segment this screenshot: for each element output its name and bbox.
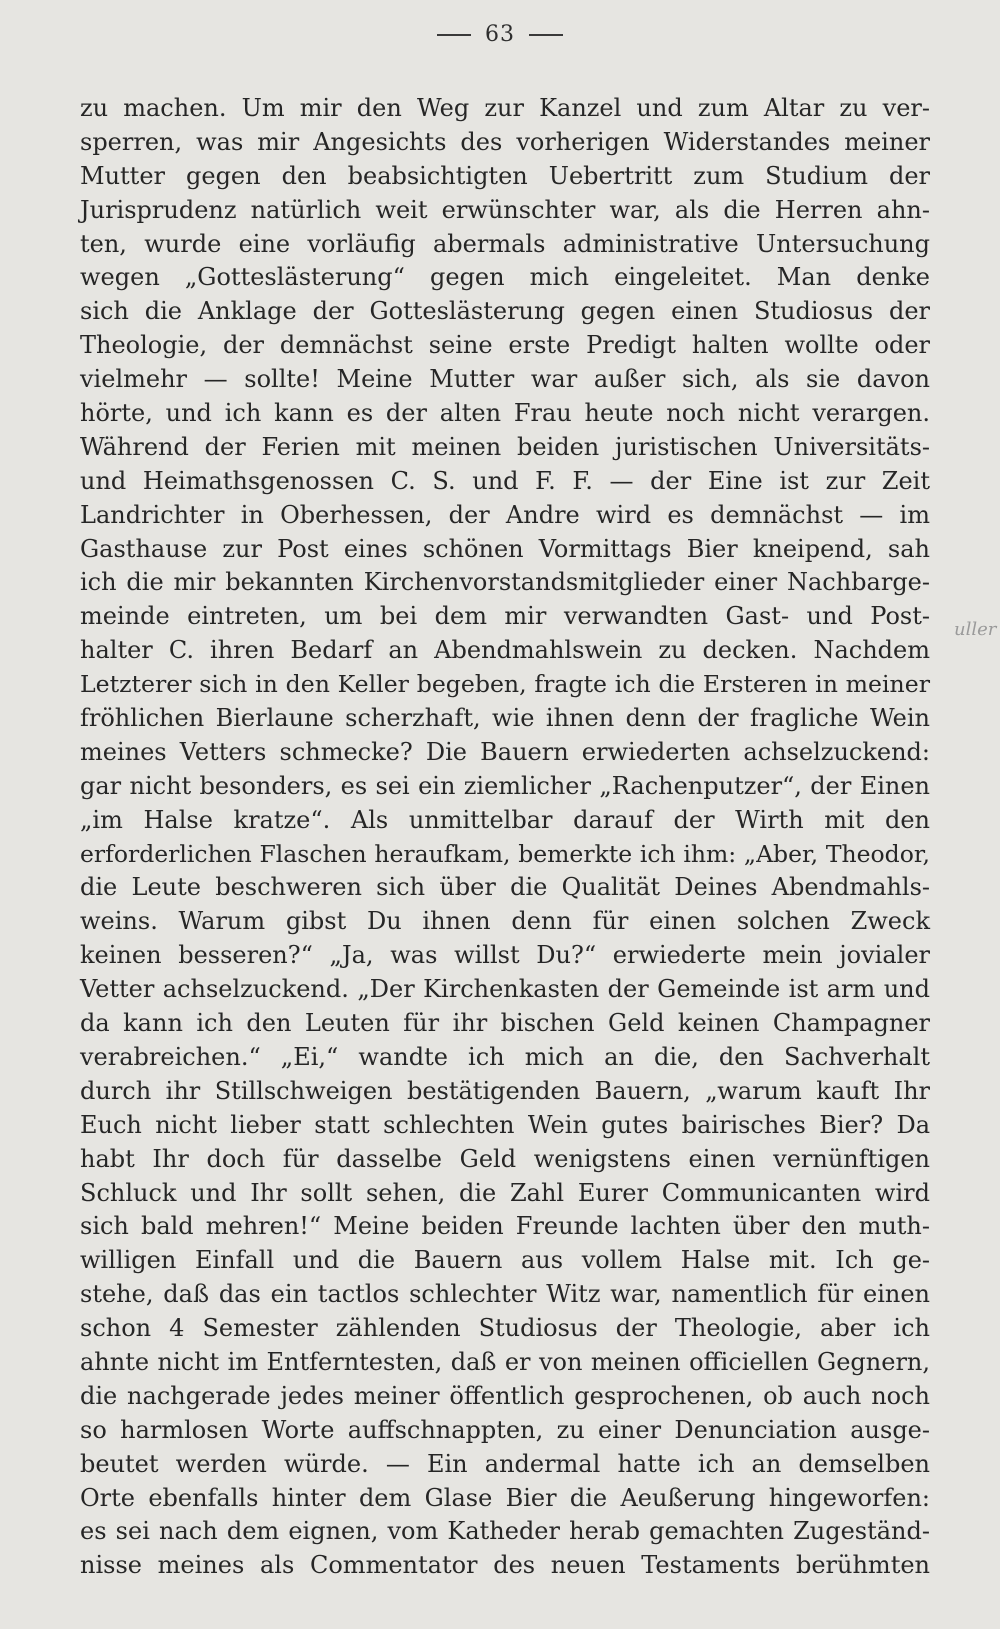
text-line: zu machen. Um mir den Weg zur Kanzel und zum Altar zu ver- xyxy=(80,94,930,122)
text-line: gar nicht besonders, es sei ein ziemlicher „Rachenputzer“, der Einen xyxy=(80,771,930,800)
text-line: willigen Einfall und die Bauern aus vollem Halse mit. Ich ge- xyxy=(80,1246,930,1275)
text-line: Letzterer sich in den Keller begeben, fragte ich die Ersteren in meiner xyxy=(80,670,930,699)
text-line: sperren, was mir Angesichts des vorherigen Widerstandes meiner xyxy=(80,127,930,156)
text-line: sich die Anklage der Gotteslästerung gegen einen Studiosus der xyxy=(80,297,930,326)
text-line: Schluck und Ihr sollt sehen, die Zahl Eurer Communicanten wird xyxy=(80,1178,930,1207)
text-line: habt Ihr doch für dasselbe Geld wenigstens einen vernünftigen xyxy=(80,1144,930,1173)
text-line: vielmehr — sollte! Meine Mutter war außer sich, als sie davon xyxy=(80,365,930,394)
page-number: 63 xyxy=(485,22,515,47)
text-line: durch ihr Stillschweigen bestätigenden Bauern, „warum kauft Ihr xyxy=(80,1076,930,1105)
text-line: die nachgerade jedes meiner öffentlich gesprochenen, ob auch noch xyxy=(80,1381,930,1410)
text-line: Euch nicht lieber statt schlechten Wein gutes bairisches Bier? Da xyxy=(80,1110,930,1139)
text-line: ahnte nicht im Entferntesten, daß er von meinen officiellen Gegnern, xyxy=(80,1347,930,1376)
header-dash-right xyxy=(529,34,563,36)
text-line: sich bald mehren!“ Meine beiden Freunde lachten über den muth- xyxy=(80,1212,930,1241)
text-line: beutet werden würde. — Ein andermal hatte ich an demselben xyxy=(80,1449,930,1478)
text-line: Theologie, der demnächst seine erste Predigt halten wollte oder xyxy=(80,331,930,360)
text-line: Mutter gegen den beabsichtigten Uebertritt zum Studium der xyxy=(80,161,930,190)
text-line: halter C. ihren Bedarf an Abendmahlswein zu decken. Nachdem xyxy=(80,636,930,665)
text-line: verabreichen.“ „Ei,“ wandte ich mich an die, den Sachverhalt xyxy=(80,1042,930,1071)
text-line: erforderlichen Flaschen heraufkam, bemerkte ich ihm: „Aber, Theodor, xyxy=(80,839,930,868)
text-line: meinde eintreten, um bei dem mir verwandten Gast- und Post- xyxy=(80,602,930,631)
text-line: Jurisprudenz natürlich weit erwünschter war, als die Herren ahn- xyxy=(80,195,930,224)
text-line: es sei nach dem eignen, vom Katheder herab gemachten Zugeständ- xyxy=(80,1517,930,1546)
text-line: Vetter achselzuckend. „Der Kirchenkasten der Gemeinde ist arm und xyxy=(80,975,930,1004)
text-line: Gasthause zur Post eines schönen Vormittags Bier kneipend, sah xyxy=(80,534,930,563)
page-header xyxy=(0,22,1000,47)
text-line: „im Halse kratze“. Als unmittelbar darauf der Wirth mit den xyxy=(80,805,930,834)
text-line: so harmlosen Worte auffschnappten, zu einer Denunciation ausge- xyxy=(80,1415,930,1444)
text-line: Orte ebenfalls hinter dem Glase Bier die Aeußerung hingeworfen: xyxy=(80,1483,930,1512)
text-line: die Leute beschweren sich über die Qualität Deines Abendmahls- xyxy=(80,873,930,902)
text-line: wegen „Gotteslästerung“ gegen mich eingeleitet. Man denke xyxy=(80,263,930,292)
header-dash-left xyxy=(437,34,471,36)
text-line: fröhlichen Bierlaune scherzhaft, wie ihnen denn der fragliche Wein xyxy=(80,704,930,733)
text-line: hörte, und ich kann es der alten Frau heute noch nicht verargen. xyxy=(80,399,930,428)
text-line: Landrichter in Oberhessen, der Andre wird es demnächst — im xyxy=(80,500,930,529)
text-line: da kann ich den Leuten für ihr bischen Geld keinen Champagner xyxy=(80,1009,930,1038)
text-line: stehe, daß das ein tactlos schlechter Witz war, namentlich für einen xyxy=(80,1280,930,1309)
text-line: weins. Warum gibst Du ihnen denn für einen solchen Zweck xyxy=(80,907,930,936)
text-line: nisse meines als Commentator des neuen Testaments berühmten xyxy=(80,1551,930,1580)
text-line: meines Vetters schmecke? Die Bauern erwiederten achselzuckend: xyxy=(80,737,930,766)
body-text xyxy=(80,92,930,1583)
text-line: und Heimathsgenossen C. S. und F. F. — der Eine ist zur Zeit xyxy=(80,466,930,495)
text-line: keinen besseren?“ „Ja, was willst Du?“ erwiederte mein jovialer xyxy=(80,941,930,970)
text-line: Während der Ferien mit meinen beiden juristischen Universitäts- xyxy=(80,432,930,461)
text-line: ten, wurde eine vorläufig abermals administrative Untersuchung xyxy=(80,229,930,258)
margin-annotation: uller xyxy=(954,619,997,640)
text-line: ich die mir bekannten Kirchenvorstandsmitglieder einer Nachbarge- xyxy=(80,568,930,597)
text-line: schon 4 Semester zählenden Studiosus der Theologie, aber ich xyxy=(80,1314,930,1343)
